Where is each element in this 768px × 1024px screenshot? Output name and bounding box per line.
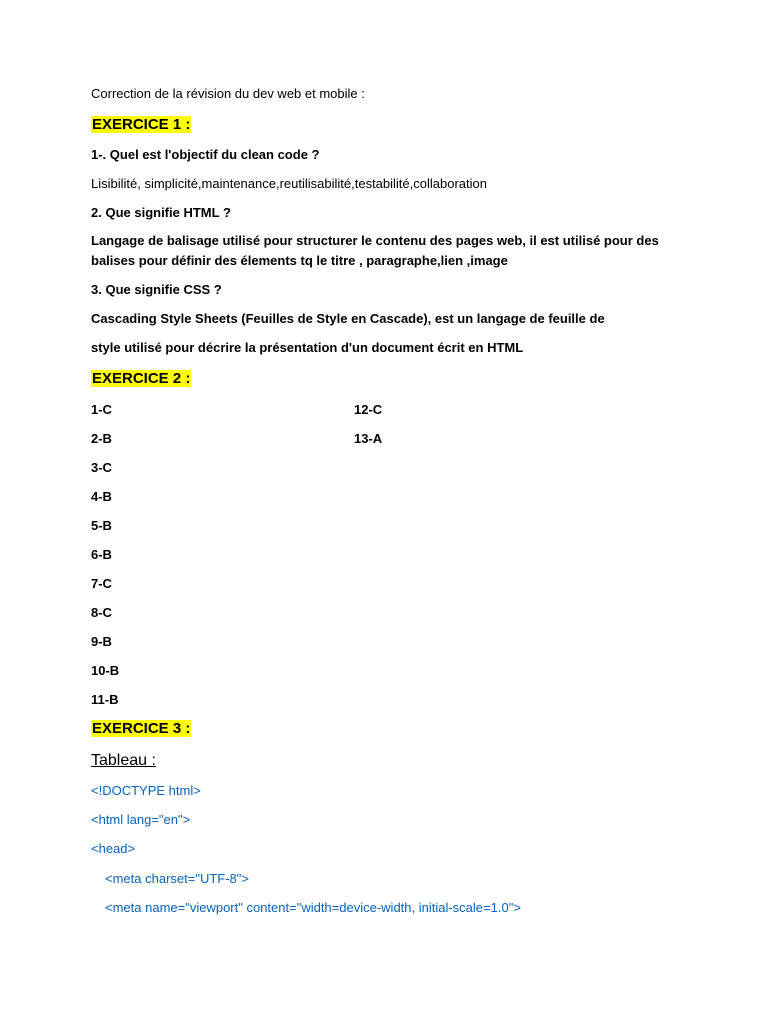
exercice-3-heading [91, 720, 191, 737]
exercice-2-heading [91, 370, 191, 387]
exercice-1-title: EXERCICE 1 : [92, 116, 191, 133]
answer-item: 6-B [91, 547, 112, 562]
exercice-3-title: EXERCICE 3 : [92, 720, 191, 737]
answer-item: 3-C [91, 460, 112, 475]
code-line: <meta charset="UTF-8"> [105, 871, 249, 886]
answer-item: 9-B [91, 634, 112, 649]
exercice-2-title: EXERCICE 2 : [92, 370, 191, 387]
answer-item: 1-C [91, 402, 112, 417]
exercice-3-subtitle: Tableau : [91, 752, 156, 769]
answer-item: 8-C [91, 605, 112, 620]
code-line: <html lang="en"> [91, 812, 191, 827]
answer-3-line-2: style utilisé pour décrire la présentation d'un document écrit en HTML [91, 340, 524, 355]
exercice-1-heading [91, 116, 191, 133]
code-line: <!DOCTYPE html> [91, 783, 201, 798]
answer-item: 2-B [91, 431, 112, 446]
answer-item: 11-B [91, 692, 119, 707]
answer-item: 7-C [91, 576, 112, 591]
answer-item: 5-B [91, 518, 112, 533]
code-line: <meta name="viewport" content="width=device-width, initial-scale=1.0"> [105, 900, 521, 915]
code-line: <head> [91, 841, 136, 856]
answer-item: 12-C [354, 402, 383, 417]
question-1: 1-. Quel est l'objectif du clean code ? [91, 147, 320, 162]
answer-item: 10-B [91, 663, 120, 678]
document-intro: Correction de la révision du dev web et mobile : [91, 86, 365, 101]
answer-3-line-1: Cascading Style Sheets (Feuilles de Style en Cascade), est un langage de feuille de [91, 311, 605, 326]
question-3: 3. Que signifie CSS ? [91, 282, 222, 297]
question-2: 2. Que signifie HTML ? [91, 205, 231, 220]
answer-2-line-1: Langage de balisage utilisé pour structurer le contenu des pages web, il est utilisé pour des [91, 233, 659, 248]
answer-item: 13-A [354, 431, 383, 446]
answer-2-line-2: balises pour définir des élements tq le titre , paragraphe,lien ,image [91, 253, 508, 268]
answer-item: 4-B [91, 489, 112, 504]
answer-1: Lisibilité, simplicité,maintenance,reutilisabilité,testabilité,collaboration [91, 176, 487, 191]
